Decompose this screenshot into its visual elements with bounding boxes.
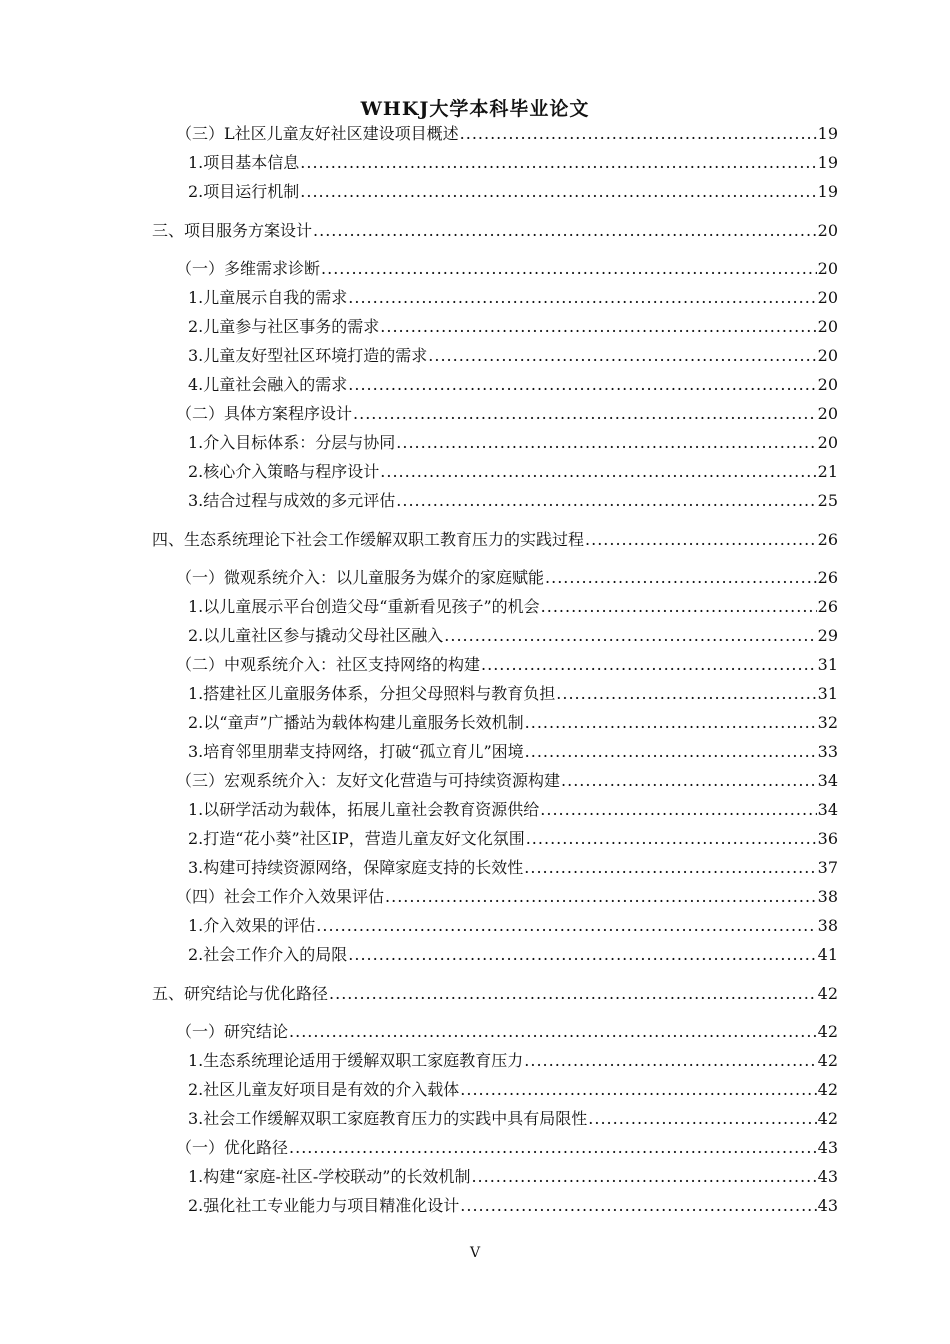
toc-leader-dots xyxy=(525,737,817,766)
toc-entry-page: 43 xyxy=(817,1196,838,1215)
toc-entry-title: 2.核心介入策略与程序设计 xyxy=(188,462,380,481)
toc-entry[interactable] xyxy=(152,148,838,177)
toc-entry[interactable] xyxy=(152,979,838,1008)
toc-entry-title: 3.儿童友好型社区环境打造的需求 xyxy=(188,346,428,365)
toc-entry[interactable] xyxy=(152,525,838,554)
toc-leader-dots xyxy=(524,1046,816,1075)
toc-leader-dots xyxy=(541,592,817,621)
toc-leader-dots xyxy=(396,486,816,515)
toc-leader-dots xyxy=(300,177,816,206)
toc-entry-page: 42 xyxy=(817,984,838,1003)
toc-entry-title: 2.社区儿童友好项目是有效的介入载体 xyxy=(188,1080,460,1099)
toc-entry[interactable] xyxy=(152,283,838,312)
toc-entry-page: 42 xyxy=(817,1109,838,1128)
toc-leader-dots xyxy=(348,940,816,969)
toc-entry[interactable] xyxy=(152,882,838,911)
toc-entry-page: 41 xyxy=(817,945,838,964)
toc-entry-title: 1.以儿童展示平台创造父母“重新看见孩子”的机会 xyxy=(188,597,540,616)
toc-entry[interactable] xyxy=(152,911,838,940)
toc-entry[interactable] xyxy=(152,1075,838,1104)
toc-entry-title: 3.社会工作缓解双职工家庭教育压力的实践中具有局限性 xyxy=(188,1109,588,1128)
toc-entry-title: 2.以儿童社区参与撬动父母社区融入 xyxy=(188,626,444,645)
toc-entry-page: 20 xyxy=(817,317,838,336)
toc-entry-title: 2.以“童声”广播站为载体构建儿童服务长效机制 xyxy=(188,713,524,732)
toc-entry-page: 34 xyxy=(817,800,838,819)
toc-entry-page: 38 xyxy=(817,916,838,935)
toc-entry-title: （四）社会工作介入效果评估 xyxy=(176,887,385,906)
toc-entry[interactable] xyxy=(152,853,838,882)
toc-entry-page: 42 xyxy=(817,1051,838,1070)
toc-entry-page: 37 xyxy=(817,858,838,877)
toc-entry-page: 29 xyxy=(817,626,838,645)
toc-entry-page: 43 xyxy=(817,1167,838,1186)
toc-leader-dots xyxy=(525,708,817,737)
toc-leader-dots xyxy=(428,341,816,370)
toc-entry[interactable] xyxy=(152,1133,838,1162)
toc-entry[interactable] xyxy=(152,486,838,515)
toc-entry-title: 2.社会工作介入的局限 xyxy=(188,945,348,964)
toc-leader-dots xyxy=(526,824,817,853)
toc-leader-dots xyxy=(471,1162,816,1191)
toc-entry-title: 2.强化社工专业能力与项目精准化设计 xyxy=(188,1196,460,1215)
toc-entry[interactable] xyxy=(152,312,838,341)
toc-entry-title: 1.以研学活动为载体，拓展儿童社会教育资源供给 xyxy=(188,800,540,819)
toc-entry-title: 1.项目基本信息 xyxy=(188,153,300,172)
toc-entry[interactable] xyxy=(152,457,838,486)
page-header: WHKJ大学本科毕业论文 xyxy=(360,98,590,120)
toc-entry[interactable] xyxy=(152,216,838,245)
toc-leader-dots xyxy=(556,679,816,708)
toc-leader-dots xyxy=(481,650,817,679)
toc-entry[interactable] xyxy=(152,119,838,148)
toc-entry-title: （一）优化路径 xyxy=(176,1138,289,1157)
toc-entry[interactable] xyxy=(152,428,838,457)
toc-entry-page: 26 xyxy=(817,530,838,549)
toc-entry[interactable] xyxy=(152,1017,838,1046)
toc-entry-title: （一）研究结论 xyxy=(176,1022,289,1041)
toc-entry[interactable] xyxy=(152,650,838,679)
toc-leader-dots xyxy=(396,428,816,457)
toc-entry-page: 36 xyxy=(817,829,838,848)
toc-entry-title: 3.构建可持续资源网络，保障家庭支持的长效性 xyxy=(188,858,524,877)
toc-entry-title: 2.儿童参与社区事务的需求 xyxy=(188,317,380,336)
toc-entry[interactable] xyxy=(152,1191,838,1220)
toc-entry-page: 20 xyxy=(817,346,838,365)
toc-leader-dots xyxy=(545,563,817,592)
toc-entry-page: 20 xyxy=(817,404,838,423)
toc-leader-dots xyxy=(524,853,816,882)
toc-leader-dots xyxy=(321,254,817,283)
toc-leader-dots xyxy=(380,457,816,486)
toc-leader-dots xyxy=(460,119,817,148)
toc-leader-dots xyxy=(353,399,817,428)
toc-leader-dots xyxy=(540,795,816,824)
toc-entry-title: （三）L社区儿童友好社区建设项目概述 xyxy=(176,124,459,143)
toc-entry-page: 19 xyxy=(817,182,838,201)
toc-entry-page: 26 xyxy=(817,568,838,587)
toc-entry-page: 20 xyxy=(817,375,838,394)
toc-entry-title: 五、研究结论与优化路径 xyxy=(152,984,329,1003)
toc-entry-title: （一）多维需求诊断 xyxy=(176,259,321,278)
toc-entry[interactable] xyxy=(152,766,838,795)
toc-entry-title: 1.构建“家庭-社区-学校联动”的长效机制 xyxy=(188,1167,471,1186)
toc-leader-dots xyxy=(316,911,816,940)
toc-entry-page: 33 xyxy=(817,742,838,761)
toc-leader-dots xyxy=(313,216,817,245)
toc-entry-title: （三）宏观系统介入：友好文化营造与可持续资源构建 xyxy=(176,771,561,790)
toc-entry[interactable] xyxy=(152,708,838,737)
toc-entry-page: 38 xyxy=(817,887,838,906)
toc-entry-page: 19 xyxy=(817,124,838,143)
toc-entry-title: 3.结合过程与成效的多元评估 xyxy=(188,491,396,510)
toc-entry[interactable] xyxy=(152,621,838,650)
toc-entry-page: 20 xyxy=(817,433,838,452)
toc-entry-title: 3.培育邻里朋辈支持网络，打破“孤立育儿”困境 xyxy=(188,742,524,761)
toc-entry-title: （一）微观系统介入：以儿童服务为媒介的家庭赋能 xyxy=(176,568,545,587)
toc-entry-title: 四、生态系统理论下社会工作缓解双职工教育压力的实践过程 xyxy=(152,530,585,549)
table-of-contents xyxy=(152,119,838,1220)
toc-entry-page: 42 xyxy=(817,1022,838,1041)
toc-entry-title: 1.儿童展示自我的需求 xyxy=(188,288,348,307)
toc-entry-title: 三、项目服务方案设计 xyxy=(152,221,313,240)
toc-entry[interactable] xyxy=(152,1046,838,1075)
toc-entry-page: 21 xyxy=(817,462,838,481)
toc-leader-dots xyxy=(460,1191,816,1220)
toc-entry[interactable] xyxy=(152,1104,838,1133)
toc-entry-page: 20 xyxy=(817,221,838,240)
toc-entry-page: 20 xyxy=(817,259,838,278)
toc-entry-page: 26 xyxy=(817,597,838,616)
toc-entry[interactable] xyxy=(152,795,838,824)
toc-entry-page: 34 xyxy=(817,771,838,790)
toc-leader-dots xyxy=(585,525,817,554)
toc-entry[interactable] xyxy=(152,1162,838,1191)
toc-leader-dots xyxy=(348,283,816,312)
toc-entry-title: 1.介入目标体系：分层与协同 xyxy=(188,433,396,452)
toc-entry-title: （二）中观系统介入：社区支持网络的构建 xyxy=(176,655,481,674)
toc-leader-dots xyxy=(380,312,816,341)
toc-entry[interactable] xyxy=(152,399,838,428)
toc-entry-title: 1.介入效果的评估 xyxy=(188,916,316,935)
toc-entry-title: 4.儿童社会融入的需求 xyxy=(188,375,348,394)
toc-entry-page: 42 xyxy=(817,1080,838,1099)
toc-entry[interactable] xyxy=(152,177,838,206)
toc-entry-title: 1.生态系统理论适用于缓解双职工家庭教育压力 xyxy=(188,1051,524,1070)
toc-entry[interactable] xyxy=(152,341,838,370)
toc-leader-dots xyxy=(385,882,817,911)
toc-entry[interactable] xyxy=(152,254,838,283)
toc-entry-title: （二）具体方案程序设计 xyxy=(176,404,353,423)
page-number: V xyxy=(469,1245,481,1261)
toc-leader-dots xyxy=(289,1133,817,1162)
toc-entry-title: 2.项目运行机制 xyxy=(188,182,300,201)
toc-entry-page: 31 xyxy=(817,684,838,703)
toc-leader-dots xyxy=(289,1017,817,1046)
toc-entry[interactable] xyxy=(152,737,838,766)
toc-entry[interactable] xyxy=(152,940,838,969)
toc-leader-dots xyxy=(460,1075,816,1104)
toc-entry-page: 31 xyxy=(817,655,838,674)
toc-entry[interactable] xyxy=(152,824,838,853)
toc-leader-dots xyxy=(588,1104,816,1133)
toc-entry-page: 32 xyxy=(817,713,838,732)
toc-leader-dots xyxy=(561,766,817,795)
toc-entry[interactable] xyxy=(152,370,838,399)
toc-entry[interactable] xyxy=(152,592,838,621)
toc-leader-dots xyxy=(329,979,817,1008)
toc-entry[interactable] xyxy=(152,563,838,592)
toc-entry-page: 19 xyxy=(817,153,838,172)
toc-entry-page: 43 xyxy=(817,1138,838,1157)
toc-entry[interactable] xyxy=(152,679,838,708)
toc-entry-title: 1.搭建社区儿童服务体系，分担父母照料与教育负担 xyxy=(188,684,556,703)
toc-leader-dots xyxy=(348,370,816,399)
toc-leader-dots xyxy=(444,621,816,650)
toc-leader-dots xyxy=(300,148,816,177)
toc-entry-page: 25 xyxy=(817,491,838,510)
toc-entry-title: 2.打造“花小葵”社区IP，营造儿童友好文化氛围 xyxy=(188,829,525,848)
toc-entry-page: 20 xyxy=(817,288,838,307)
